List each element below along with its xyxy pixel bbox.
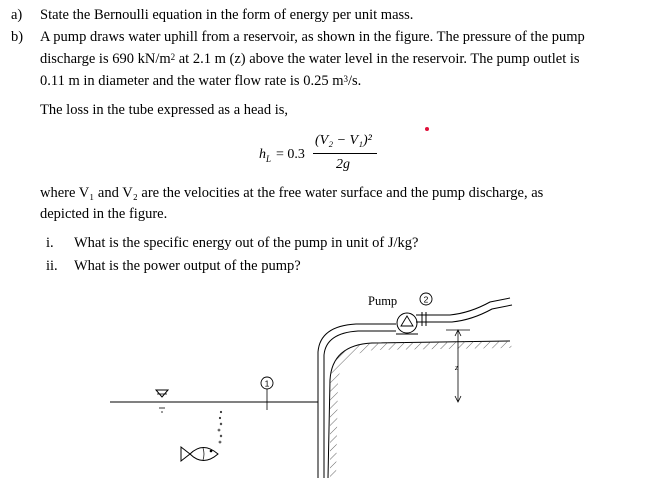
- equation-numerator: (V₂ − V₁)²: [315, 133, 372, 148]
- sub-i-text: What is the specific energy out of the pump in unit of J/kg?: [74, 235, 419, 251]
- sub-ii-label: ii.: [46, 258, 58, 274]
- discharge-pipe-bottom: [416, 305, 512, 322]
- part-b-line-1: A pump draws water uphill from a reservoir, as shown in the figure. The pressure of the pump: [40, 29, 585, 45]
- point-1-label: 1: [264, 378, 270, 389]
- fish-icon: [181, 447, 218, 461]
- part-b-line-3: 0.11 m in diameter and the water flow rate is 0.25 $m^3/s$.: [40, 73, 362, 89]
- bubbles: [218, 411, 222, 443]
- sub-ii-text: What is the power output of the pump?: [74, 258, 301, 274]
- where-line-1: where V₁ and V₂ are the velocities at the free water surface and the pump discharge, as: [40, 185, 544, 201]
- equation-denominator: 2g: [336, 157, 350, 172]
- part-b-label: b): [11, 29, 24, 45]
- hillside-hatch: [330, 341, 512, 478]
- free-surface-symbol: [156, 390, 168, 397]
- loss-intro: The loss in the tube expressed as a head is,: [40, 102, 289, 118]
- sub-i-label: i.: [46, 235, 54, 251]
- point-2-label: 2: [423, 294, 429, 305]
- part-a-text: State the Bernoulli equation in the form of energy per unit mass.: [40, 7, 414, 23]
- equation-coefficient: = 0.3: [276, 147, 305, 162]
- where-line-2: depicted in the figure.: [40, 206, 168, 222]
- pump-label: Pump: [368, 294, 398, 308]
- z-label: z: [455, 362, 459, 372]
- equation-lhs: $h_L$: [259, 147, 272, 164]
- part-a-label: a): [11, 7, 23, 23]
- hillside-outline: [328, 341, 510, 478]
- part-b-line-2: discharge is 690 $kN/m^2$ at 2.1 m (z) above the water level in the reservoir. The pump outlet is: [40, 51, 580, 67]
